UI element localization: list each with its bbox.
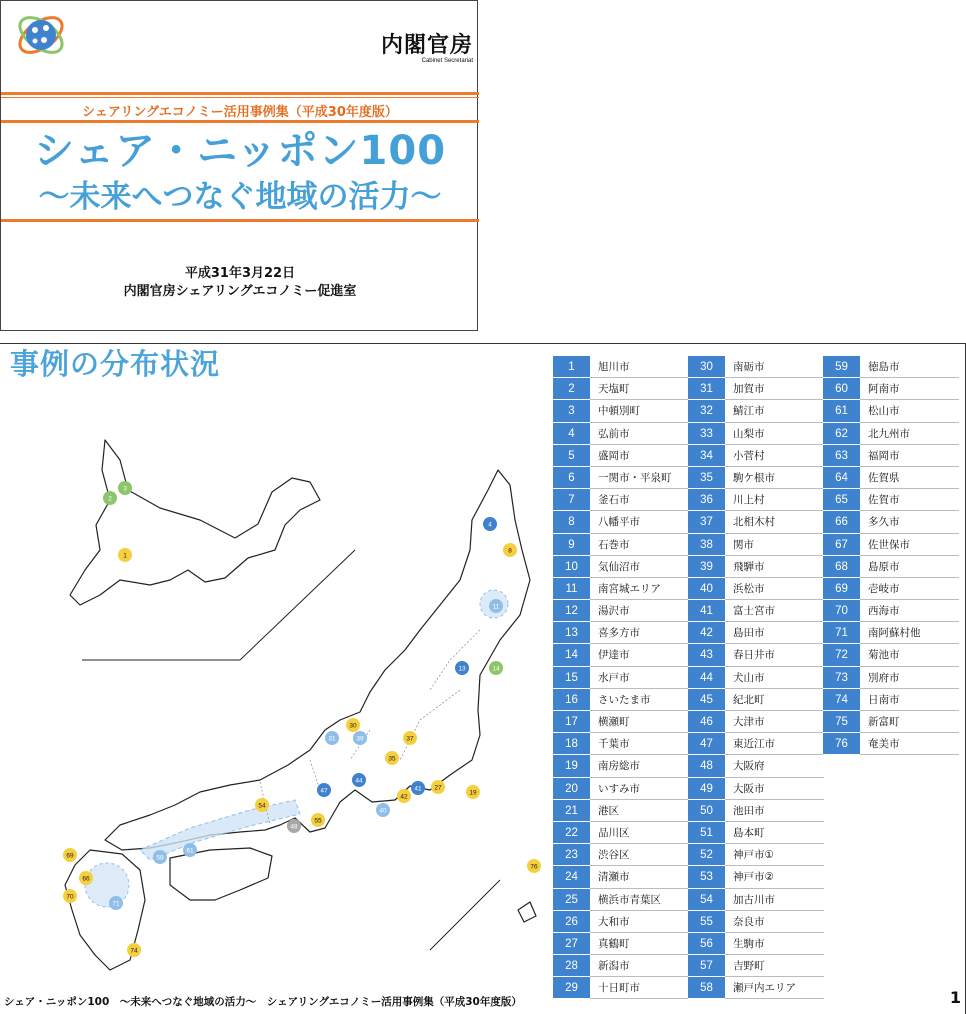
table-row bbox=[553, 955, 689, 977]
case-location: 喜多方市 bbox=[590, 622, 689, 644]
table-row bbox=[823, 445, 959, 467]
case-number: 69 bbox=[823, 578, 860, 600]
map-marker-label: 39 bbox=[356, 735, 364, 743]
table-row bbox=[688, 467, 824, 489]
table-row bbox=[553, 400, 689, 422]
case-location: 南阿蘇村他 bbox=[860, 622, 959, 644]
case-number: 18 bbox=[553, 733, 590, 755]
map-marker-label: 40 bbox=[379, 807, 387, 815]
cover-office: 内閣官房シェアリングエコノミー促進室 bbox=[123, 284, 357, 299]
table-row bbox=[688, 711, 824, 733]
table-row bbox=[823, 622, 959, 644]
table-row bbox=[688, 423, 824, 445]
case-location: 港区 bbox=[590, 800, 689, 822]
case-number: 25 bbox=[553, 889, 590, 911]
table-row bbox=[553, 534, 689, 556]
case-location: 別府市 bbox=[860, 667, 959, 689]
table-row bbox=[823, 534, 959, 556]
case-number: 62 bbox=[823, 423, 860, 445]
case-number: 58 bbox=[688, 977, 725, 999]
table-row bbox=[553, 578, 689, 600]
table-row bbox=[553, 423, 689, 445]
case-location: 島原市 bbox=[860, 556, 959, 578]
case-number: 39 bbox=[688, 556, 725, 578]
case-location: 天塩町 bbox=[590, 378, 689, 400]
distribution-slide bbox=[0, 343, 966, 1014]
hokkaido-island bbox=[70, 440, 320, 605]
case-location: 多久市 bbox=[860, 511, 959, 533]
case-location: さいたま市 bbox=[590, 689, 689, 711]
case-location: 真鶴町 bbox=[590, 933, 689, 955]
case-location: 中頓別町 bbox=[590, 400, 689, 422]
map-marker-label: 66 bbox=[82, 875, 90, 883]
case-number: 24 bbox=[553, 866, 590, 888]
case-location: 佐世保市 bbox=[860, 534, 959, 556]
case-location: 旭川市 bbox=[590, 356, 689, 378]
map-marker-label: 74 bbox=[130, 947, 138, 955]
case-number: 56 bbox=[688, 933, 725, 955]
table-row bbox=[688, 534, 824, 556]
case-location: 新富町 bbox=[860, 711, 959, 733]
case-location: 生駒市 bbox=[725, 933, 824, 955]
table-row bbox=[823, 733, 959, 755]
divider-mid bbox=[1, 120, 479, 123]
map-marker-label: 19 bbox=[469, 789, 477, 797]
case-number: 21 bbox=[553, 800, 590, 822]
case-number: 34 bbox=[688, 445, 725, 467]
table-row bbox=[553, 467, 689, 489]
table-row bbox=[553, 800, 689, 822]
case-number: 3 bbox=[553, 400, 590, 422]
case-location: 東近江市 bbox=[725, 733, 824, 755]
cabinet-secretariat-logo bbox=[381, 33, 473, 65]
case-number: 26 bbox=[553, 911, 590, 933]
table-row bbox=[553, 667, 689, 689]
case-location: 伊達市 bbox=[590, 644, 689, 666]
map-marker-label: 27 bbox=[434, 784, 442, 792]
case-number: 12 bbox=[553, 600, 590, 622]
table-row bbox=[688, 445, 824, 467]
case-number: 43 bbox=[688, 644, 725, 666]
map-marker-label: 3 bbox=[123, 485, 127, 493]
table-row bbox=[688, 822, 824, 844]
case-location: 富士宮市 bbox=[725, 600, 824, 622]
case-location: 千葉市 bbox=[590, 733, 689, 755]
case-number: 11 bbox=[553, 578, 590, 600]
map-marker-label: 58 bbox=[156, 854, 164, 862]
case-location: 南砺市 bbox=[725, 356, 824, 378]
case-number: 16 bbox=[553, 689, 590, 711]
table-row bbox=[688, 977, 824, 999]
table-row bbox=[688, 800, 824, 822]
table-row bbox=[553, 622, 689, 644]
cover-date: 平成31年3月22日 bbox=[184, 266, 296, 281]
case-location: 鯖江市 bbox=[725, 400, 824, 422]
case-number: 22 bbox=[553, 822, 590, 844]
table-row bbox=[823, 356, 959, 378]
table-row bbox=[553, 644, 689, 666]
amami-island bbox=[518, 902, 536, 922]
case-number: 32 bbox=[688, 400, 725, 422]
case-location: 横浜市青葉区 bbox=[590, 889, 689, 911]
case-number: 14 bbox=[553, 644, 590, 666]
case-table-column-3 bbox=[823, 356, 959, 755]
case-number: 41 bbox=[688, 600, 725, 622]
case-number: 74 bbox=[823, 689, 860, 711]
case-location: 浜松市 bbox=[725, 578, 824, 600]
case-number: 54 bbox=[688, 889, 725, 911]
case-number: 2 bbox=[553, 378, 590, 400]
map-marker-label: 71 bbox=[112, 900, 120, 908]
table-row bbox=[688, 400, 824, 422]
case-location: 水戸市 bbox=[590, 667, 689, 689]
case-location: 渋谷区 bbox=[590, 844, 689, 866]
case-number: 68 bbox=[823, 556, 860, 578]
case-location: 釜石市 bbox=[590, 489, 689, 511]
case-number: 33 bbox=[688, 423, 725, 445]
table-row bbox=[688, 578, 824, 600]
table-row bbox=[688, 778, 824, 800]
case-table-column-1 bbox=[553, 356, 689, 999]
case-location: 紀北町 bbox=[725, 689, 824, 711]
case-location: 佐賀県 bbox=[860, 467, 959, 489]
map-marker-label: 61 bbox=[186, 847, 194, 855]
case-number: 72 bbox=[823, 644, 860, 666]
table-row bbox=[823, 511, 959, 533]
map-marker-label: 41 bbox=[414, 785, 422, 793]
case-number: 1 bbox=[553, 356, 590, 378]
table-row bbox=[823, 711, 959, 733]
case-location: 犬山市 bbox=[725, 667, 824, 689]
table-row bbox=[823, 644, 959, 666]
case-number: 40 bbox=[688, 578, 725, 600]
table-row bbox=[688, 911, 824, 933]
map-marker-label: 30 bbox=[349, 722, 357, 730]
table-row bbox=[688, 733, 824, 755]
map-marker-label: 8 bbox=[508, 547, 512, 555]
map-marker-label: 14 bbox=[492, 665, 500, 673]
case-number: 75 bbox=[823, 711, 860, 733]
case-location: 菊池市 bbox=[860, 644, 959, 666]
org-name-jp: 内閣官房 bbox=[380, 32, 473, 58]
case-location: 八幡平市 bbox=[590, 511, 689, 533]
case-number: 45 bbox=[688, 689, 725, 711]
case-number: 47 bbox=[688, 733, 725, 755]
case-number: 53 bbox=[688, 866, 725, 888]
case-location: 北相木村 bbox=[725, 511, 824, 533]
table-row bbox=[823, 400, 959, 422]
case-location: 石巻市 bbox=[590, 534, 689, 556]
case-number: 65 bbox=[823, 489, 860, 511]
table-row bbox=[688, 889, 824, 911]
cover-slide bbox=[0, 0, 478, 331]
case-number: 13 bbox=[553, 622, 590, 644]
case-location: 島本町 bbox=[725, 822, 824, 844]
case-location: 南房総市 bbox=[590, 755, 689, 777]
case-number: 36 bbox=[688, 489, 725, 511]
slide-heading: 事例の分布状況 bbox=[10, 347, 221, 381]
case-number: 35 bbox=[688, 467, 725, 489]
case-location: 大津市 bbox=[725, 711, 824, 733]
case-number: 63 bbox=[823, 445, 860, 467]
map-marker-label: 37 bbox=[406, 735, 414, 743]
case-number: 44 bbox=[688, 667, 725, 689]
cover-title-line2: ～未来へつなぐ地域の活力～ bbox=[38, 179, 442, 215]
map-marker-label: 70 bbox=[66, 893, 74, 901]
case-number: 70 bbox=[823, 600, 860, 622]
case-number: 7 bbox=[553, 489, 590, 511]
slide-footer: シェア・ニッポン100 ～未来へつなぐ地域の活力～ シェアリングエコノミー活用事例集（平成30年度版） bbox=[4, 996, 522, 1008]
table-row bbox=[553, 556, 689, 578]
table-row bbox=[688, 511, 824, 533]
case-location: 神戸市② bbox=[725, 866, 824, 888]
divider-top-thin bbox=[1, 97, 479, 98]
table-row bbox=[688, 556, 824, 578]
case-number: 27 bbox=[553, 933, 590, 955]
case-number: 8 bbox=[553, 511, 590, 533]
case-number: 48 bbox=[688, 755, 725, 777]
case-location: 日南市 bbox=[860, 689, 959, 711]
map-marker-label: 47 bbox=[320, 787, 328, 795]
page-number: 1 bbox=[949, 988, 961, 1007]
case-location: 駒ケ根市 bbox=[725, 467, 824, 489]
case-location: 春日井市 bbox=[725, 644, 824, 666]
case-number: 64 bbox=[823, 467, 860, 489]
case-number: 29 bbox=[553, 977, 590, 999]
case-number: 76 bbox=[823, 733, 860, 755]
table-row bbox=[688, 866, 824, 888]
case-number: 61 bbox=[823, 400, 860, 422]
case-location: 湯沢市 bbox=[590, 600, 689, 622]
map-marker-label: 42 bbox=[400, 793, 408, 801]
divider-bottom bbox=[1, 219, 479, 222]
case-number: 9 bbox=[553, 534, 590, 556]
table-row bbox=[823, 689, 959, 711]
japan-map bbox=[10, 430, 550, 990]
case-number: 42 bbox=[688, 622, 725, 644]
table-row bbox=[688, 378, 824, 400]
case-location: 加賀市 bbox=[725, 378, 824, 400]
table-row bbox=[688, 622, 824, 644]
case-number: 6 bbox=[553, 467, 590, 489]
table-row bbox=[823, 667, 959, 689]
case-number: 71 bbox=[823, 622, 860, 644]
table-row bbox=[553, 489, 689, 511]
table-row bbox=[823, 489, 959, 511]
case-location: 盛岡市 bbox=[590, 445, 689, 467]
case-location: 川上村 bbox=[725, 489, 824, 511]
case-location: 奄美市 bbox=[860, 733, 959, 755]
case-location: 大阪府 bbox=[725, 755, 824, 777]
case-number: 19 bbox=[553, 755, 590, 777]
table-row bbox=[688, 689, 824, 711]
case-location: 山梨市 bbox=[725, 423, 824, 445]
case-location: 壱岐市 bbox=[860, 578, 959, 600]
case-number: 31 bbox=[688, 378, 725, 400]
case-number: 28 bbox=[553, 955, 590, 977]
case-location: 松山市 bbox=[860, 400, 959, 422]
case-number: 60 bbox=[823, 378, 860, 400]
case-number: 20 bbox=[553, 778, 590, 800]
case-location: いすみ市 bbox=[590, 778, 689, 800]
map-marker-label: 69 bbox=[66, 852, 74, 860]
case-location: 飛騨市 bbox=[725, 556, 824, 578]
table-row bbox=[688, 844, 824, 866]
table-row bbox=[553, 933, 689, 955]
map-marker-label: 13 bbox=[458, 665, 466, 673]
table-row bbox=[553, 600, 689, 622]
case-location: 品川区 bbox=[590, 822, 689, 844]
case-number: 5 bbox=[553, 445, 590, 467]
case-number: 37 bbox=[688, 511, 725, 533]
case-location: 清瀬市 bbox=[590, 866, 689, 888]
case-number: 17 bbox=[553, 711, 590, 733]
case-location: 神戸市① bbox=[725, 844, 824, 866]
case-number: 73 bbox=[823, 667, 860, 689]
case-number: 10 bbox=[553, 556, 590, 578]
table-row bbox=[553, 689, 689, 711]
table-row bbox=[688, 755, 824, 777]
map-marker-label: 76 bbox=[530, 863, 538, 871]
case-location: 十日町市 bbox=[590, 977, 689, 999]
map-marker-label: 1 bbox=[123, 552, 127, 560]
table-row bbox=[688, 489, 824, 511]
case-number: 38 bbox=[688, 534, 725, 556]
table-row bbox=[553, 889, 689, 911]
case-number: 49 bbox=[688, 778, 725, 800]
case-location: 横瀬町 bbox=[590, 711, 689, 733]
table-row bbox=[553, 778, 689, 800]
case-location: 北九州市 bbox=[860, 423, 959, 445]
table-row bbox=[688, 933, 824, 955]
map-marker-label: 54 bbox=[258, 802, 266, 810]
divider-top bbox=[1, 92, 479, 95]
case-location: 加古川市 bbox=[725, 889, 824, 911]
table-row bbox=[823, 423, 959, 445]
case-location: 池田市 bbox=[725, 800, 824, 822]
case-location: 奈良市 bbox=[725, 911, 824, 933]
table-row bbox=[823, 378, 959, 400]
table-row bbox=[553, 755, 689, 777]
map-marker-label: 11 bbox=[492, 603, 500, 611]
cover-title-line1: シェア・ニッポン100 bbox=[33, 128, 447, 174]
table-row bbox=[553, 445, 689, 467]
table-row bbox=[553, 733, 689, 755]
map-marker-label: 48 bbox=[290, 823, 298, 831]
case-table-column-2 bbox=[688, 356, 824, 999]
case-number: 67 bbox=[823, 534, 860, 556]
map-marker-label: 55 bbox=[314, 817, 322, 825]
case-number: 23 bbox=[553, 844, 590, 866]
table-row bbox=[823, 600, 959, 622]
share-economy-logo-icon bbox=[13, 7, 69, 63]
case-number: 4 bbox=[553, 423, 590, 445]
table-row bbox=[823, 556, 959, 578]
map-marker-label: 4 bbox=[488, 521, 492, 529]
table-row bbox=[688, 356, 824, 378]
map-marker-label: 35 bbox=[388, 755, 396, 763]
table-row bbox=[553, 844, 689, 866]
cover-subtitle: シェアリングエコノミー活用事例集（平成30年度版） bbox=[82, 105, 398, 120]
case-number: 52 bbox=[688, 844, 725, 866]
case-number: 30 bbox=[688, 356, 725, 378]
case-location: 西海市 bbox=[860, 600, 959, 622]
case-location: 吉野町 bbox=[725, 955, 824, 977]
case-location: 気仙沼市 bbox=[590, 556, 689, 578]
table-row bbox=[553, 711, 689, 733]
case-location: 瀬戸内エリア bbox=[725, 977, 824, 999]
case-location: 福岡市 bbox=[860, 445, 959, 467]
table-row bbox=[688, 644, 824, 666]
case-number: 50 bbox=[688, 800, 725, 822]
table-row bbox=[553, 911, 689, 933]
map-marker-label: 44 bbox=[355, 777, 363, 785]
org-name-en: Cabinet Secretariat bbox=[421, 58, 473, 64]
case-number: 51 bbox=[688, 822, 725, 844]
case-location: 一関市・平泉町 bbox=[590, 467, 689, 489]
table-row bbox=[553, 511, 689, 533]
case-number: 55 bbox=[688, 911, 725, 933]
case-location: 弘前市 bbox=[590, 423, 689, 445]
case-location: 島田市 bbox=[725, 622, 824, 644]
case-location: 小菅村 bbox=[725, 445, 824, 467]
shikoku-island bbox=[170, 848, 272, 900]
table-row bbox=[553, 822, 689, 844]
map-marker-label: 31 bbox=[328, 735, 336, 743]
map-marker-label: 2 bbox=[108, 495, 112, 503]
case-location: 南宮城エリア bbox=[590, 578, 689, 600]
table-row bbox=[823, 578, 959, 600]
table-row bbox=[823, 467, 959, 489]
table-row bbox=[553, 866, 689, 888]
case-location: 関市 bbox=[725, 534, 824, 556]
case-number: 15 bbox=[553, 667, 590, 689]
table-row bbox=[553, 378, 689, 400]
case-location: 佐賀市 bbox=[860, 489, 959, 511]
table-row bbox=[553, 356, 689, 378]
case-location: 徳島市 bbox=[860, 356, 959, 378]
table-row bbox=[688, 955, 824, 977]
table-row bbox=[688, 667, 824, 689]
case-location: 阿南市 bbox=[860, 378, 959, 400]
table-row bbox=[553, 977, 689, 999]
case-number: 59 bbox=[823, 356, 860, 378]
case-number: 66 bbox=[823, 511, 860, 533]
case-number: 46 bbox=[688, 711, 725, 733]
table-row bbox=[688, 600, 824, 622]
case-location: 大阪市 bbox=[725, 778, 824, 800]
case-number: 57 bbox=[688, 955, 725, 977]
case-location: 大和市 bbox=[590, 911, 689, 933]
case-location: 新潟市 bbox=[590, 955, 689, 977]
